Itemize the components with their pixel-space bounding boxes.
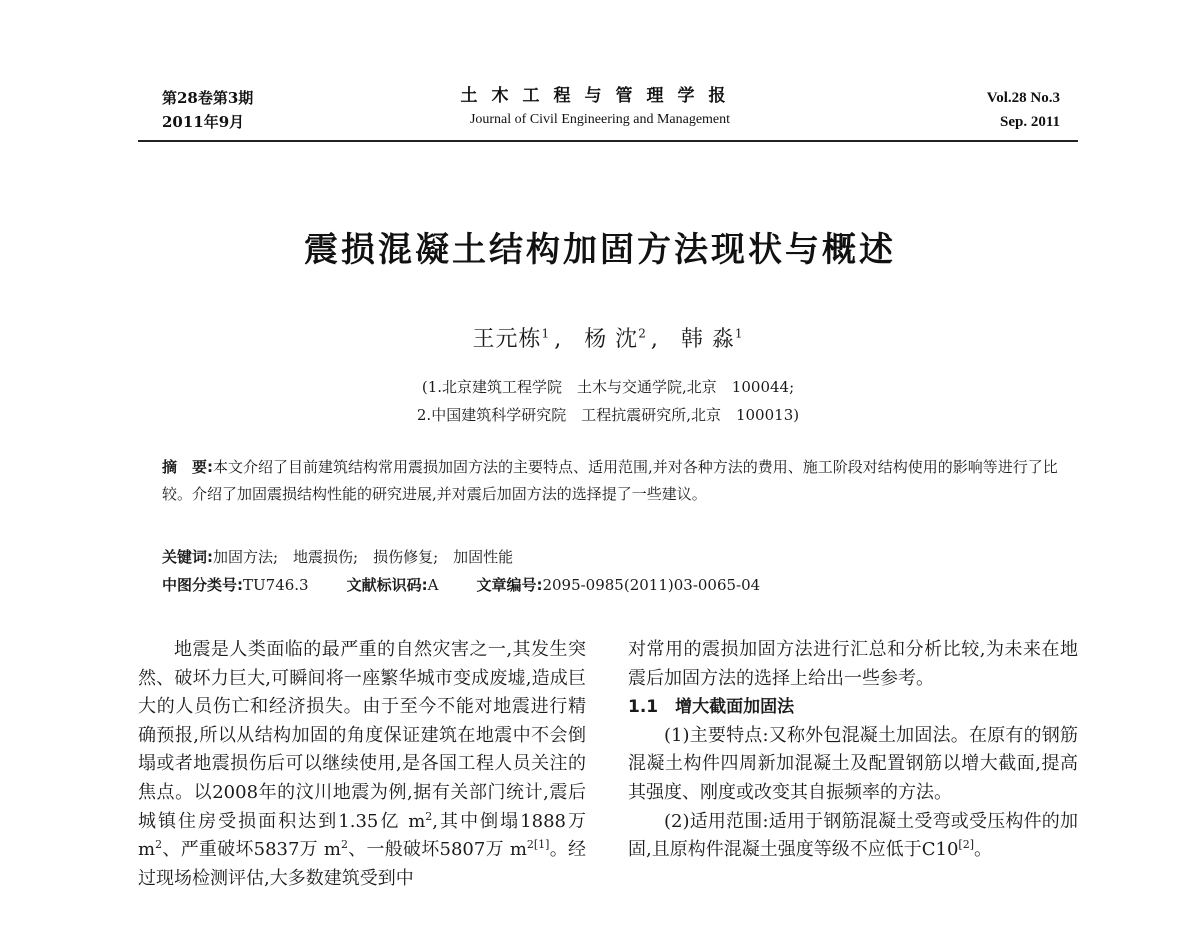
body-column-left [138, 636, 586, 893]
keywords-label: 关键词: [162, 548, 213, 566]
doc-code-value: A [427, 576, 439, 594]
abstract-label: 摘 要: [162, 458, 213, 476]
citation: [2] [958, 838, 974, 852]
affiliation-1: (1.北京建筑工程学院 土木与交通学院,北京 100044; [421, 378, 795, 396]
affiliation-2: 2.中国建筑科学研究院 工程抗震研究所,北京 100013) [416, 406, 800, 424]
abstract-text: 本文介绍了目前建筑结构常用震损加固方法的主要特点、适用范围,并对各种方法的费用、施工阶段对结构使用的影响等进行了比较。介绍了加固震损结构性能的研究进展,并对震后加固方法的选择提了一些建议。 [162, 458, 1058, 503]
author-3: 韩 淼$^1$ [680, 326, 744, 352]
clc-value: TU746.3 [243, 576, 309, 594]
author-list: 王元栋$^1$ , 杨 沈$^2$ , 韩 淼$^1$ [472, 326, 744, 352]
article-no-label: 文章编号: [476, 576, 543, 594]
body-paragraph: (1)主要特点:又称外包混凝土加固法。在原有的钢筋混凝土构件四周新加混凝土及配置钢筋以增大截面,提高其强度、刚度或改变其自振频率的方法。 [628, 724, 1078, 803]
body-paragraph: 对常用的震损加固方法进行汇总和分析比较,为未来在地震后加固方法的选择上给出一些参考。 [628, 639, 1078, 689]
body-paragraph: (2)适用范围:适用于钢筋混凝土受弯或受压构件的加固,且原构件混凝土强度等级不应低于C10[2]。 [628, 810, 1078, 861]
doc-code-label: 文献标识码: [346, 576, 428, 594]
volume-en: Vol.28 No.3 [986, 90, 1060, 106]
paper-title: 震损混凝土结构加固方法现状与概述 [304, 230, 896, 270]
keywords [162, 544, 1062, 571]
volume-cn: 第28卷第3期 [162, 89, 254, 107]
journal-name-en: Journal of Civil Engineering and Management [469, 112, 731, 127]
volume-info-cn [162, 86, 253, 134]
body-column-right [628, 636, 1078, 865]
author-2: 杨 沈$^2$ [584, 326, 647, 352]
journal-name-cn: 土木工程与管理学报 [460, 86, 740, 106]
header-rule [138, 140, 1078, 142]
body-paragraph: 地震是人类面临的最严重的自然灾害之一,其发生突然、破坏力巨大,可瞬间将一座繁华城市变成废墟,造成巨大的人员伤亡和经济损失。由于至今不能对地震进行精确预报,所以从结构加固的角度保证建筑在地震中不会倒塌或者地震损伤后可以继续使用,是各国工程人员关注的焦点。以2008年的汶川地震为例,据有关部门统计,震后城镇住房受损面积达到1.35亿 $m^2$,其中倒塌1888万 $m^2$、严重破坏5837万 $m^2$、一般破坏5807万 $m^{2[1]}$。经过现场检测评估,大多数建筑受到中 [138, 639, 586, 889]
section-heading: 1.1 增大截面加固法 [628, 697, 795, 718]
citation: [1] [533, 838, 550, 852]
volume-info-en [987, 86, 1060, 134]
journal-name [340, 84, 860, 132]
classification [162, 572, 1062, 599]
date-cn: 2011年9月 [162, 113, 245, 131]
keywords-text: 加固方法; 地震损伤; 损伤修复; 加固性能 [213, 548, 514, 566]
abstract [162, 454, 1062, 508]
clc-label: 中图分类号: [162, 576, 243, 594]
article-no-value: 2095-0985(2011)03-0065-04 [542, 576, 761, 594]
author-1: 王元栋$^1$ [472, 326, 551, 352]
date-en: Sep. 2011 [999, 114, 1060, 130]
